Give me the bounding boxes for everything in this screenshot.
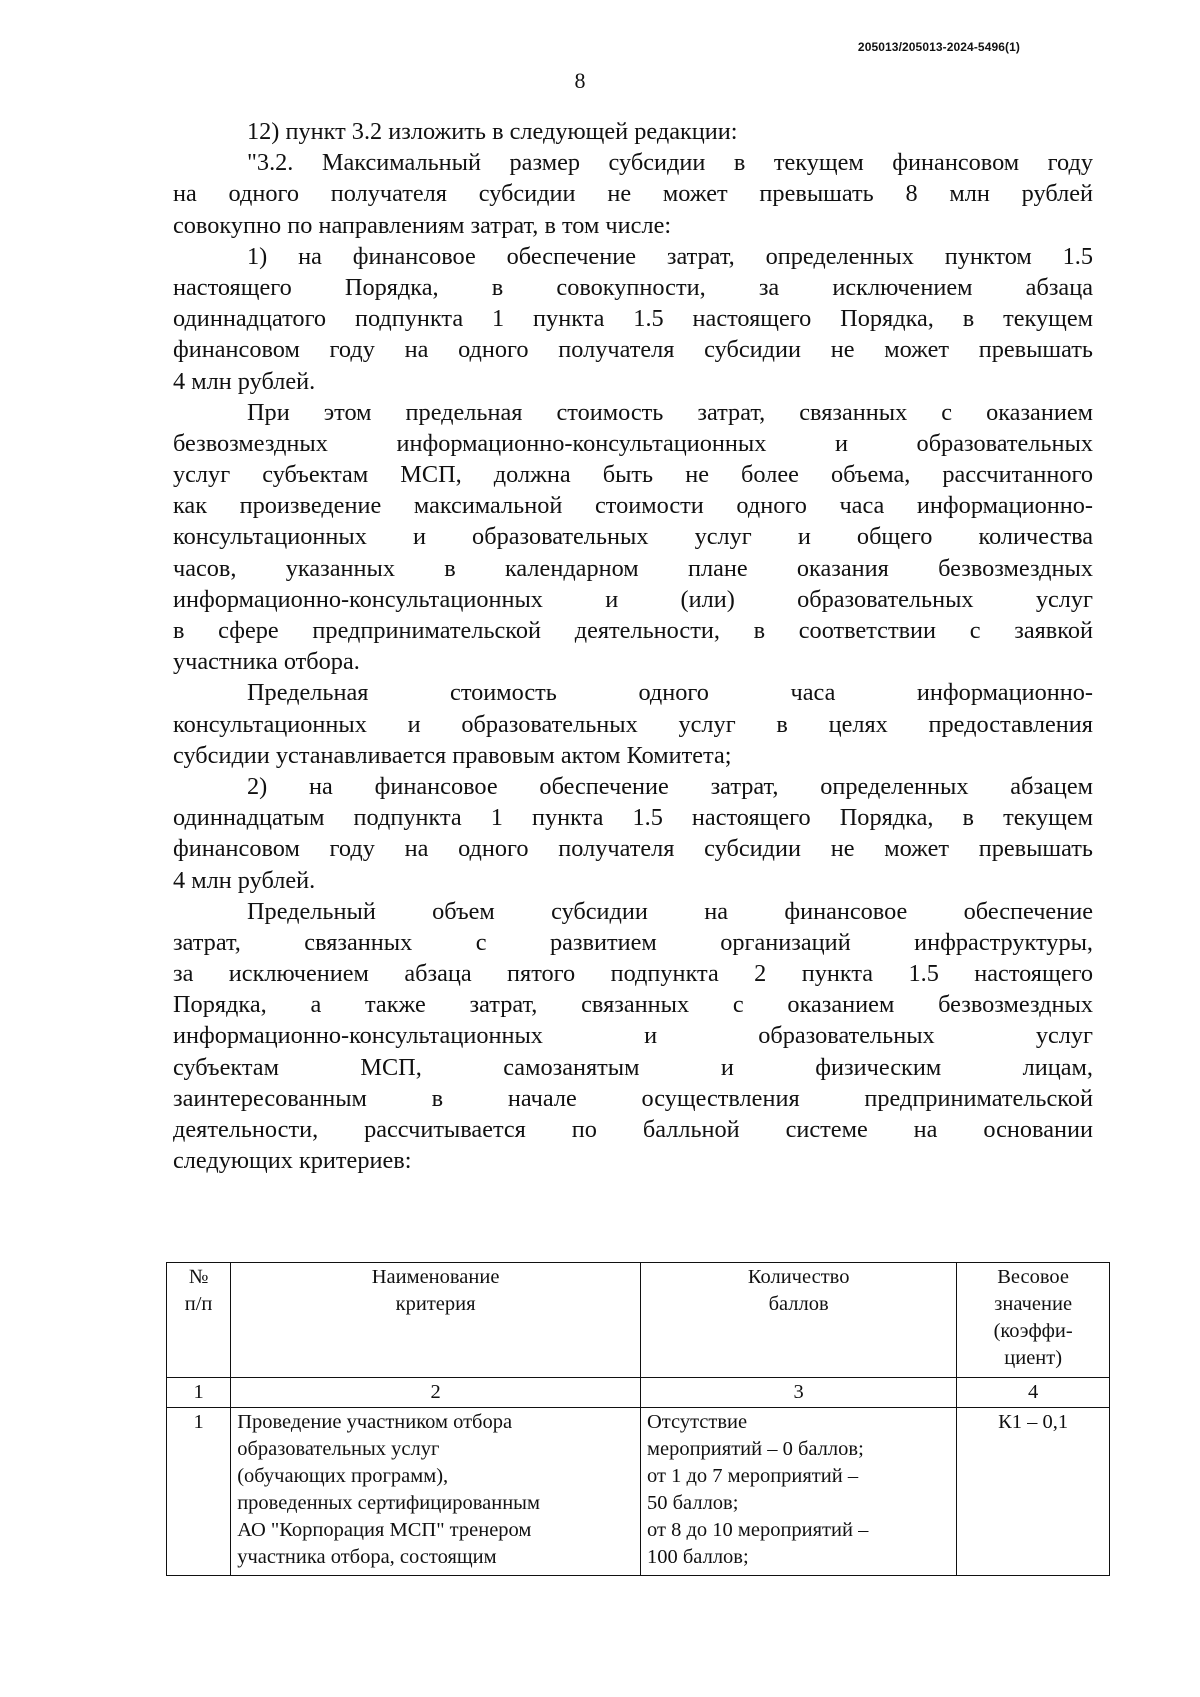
text-line: на одного получателя субсидии не может превышать 8 млн рублей [173, 180, 1093, 208]
cell-text-line: мероприятий – 0 баллов; [647, 1438, 864, 1460]
text-line: При этом предельная стоимость затрат, связанных с оказанием [247, 398, 1093, 426]
cell-text-line: проведенных сертифицированным [237, 1492, 540, 1514]
text-line: как произведение максимальной стоимости одного часа информационно- [173, 492, 1093, 520]
criterion-points-cell [641, 1408, 957, 1576]
cell-text-line: образовательных услуг [237, 1438, 440, 1460]
table-row [167, 1408, 1110, 1576]
text-line: финансовом году на одного получателя субсидии не может превышать [173, 336, 1093, 364]
text-line: 4 млн рублей. [173, 866, 316, 894]
cell-text-line: участника отбора, состоящим [237, 1546, 497, 1568]
text-line: финансовом году на одного получателя субсидии не может превышать [173, 835, 1093, 863]
column-index-cell: 2 [231, 1378, 641, 1408]
cell-text-line: от 1 до 7 мероприятий – [647, 1465, 859, 1487]
cell-text-line: баллов [768, 1293, 829, 1315]
header-cell-number [167, 1263, 231, 1378]
cell-text-line: (коэффи- [993, 1320, 1073, 1342]
text-line: одиннадцатого подпункта 1 пункта 1.5 настоящего Порядка, в текущем [173, 305, 1093, 333]
text-line: услуг субъектам МСП, должна быть не более объема, рассчитанного [173, 461, 1093, 489]
cell-text-line: (обучающих программ), [237, 1465, 449, 1487]
text-line: одиннадцатым подпункта 1 пункта 1.5 настоящего Порядка, в текущем [173, 804, 1093, 832]
text-line: затрат, связанных с развитием организаций инфраструктуры, [173, 928, 1093, 956]
text-line: деятельности, рассчитывается по балльной системе на основании [173, 1116, 1093, 1143]
text-line: следующих критериев: [173, 1147, 412, 1175]
cell-text-line: 50 баллов; [647, 1492, 739, 1514]
cell-text-line: циент) [1004, 1347, 1063, 1369]
cell-text-line: АО "Корпорация МСП" тренером [237, 1519, 532, 1541]
cell-text-line: п/п [184, 1293, 213, 1315]
text-line: участника отбора. [173, 648, 360, 676]
cell-text-line: Весовое [997, 1266, 1070, 1288]
text-line: Порядка, а также затрат, связанных с оказанием безвозмездных [173, 991, 1093, 1019]
page-number: 8 [574, 68, 586, 93]
text-line: 1) на финансовое обеспечение затрат, определенных пунктом 1.5 [247, 242, 1093, 270]
cell-text-line: № [188, 1266, 209, 1288]
criteria-table [166, 1262, 1110, 1576]
header-cell-criterion-name [231, 1263, 641, 1378]
criterion-weight-cell: К1 – 0,1 [957, 1408, 1110, 1576]
header-cell-points [641, 1263, 957, 1378]
column-index-cell: 1 [167, 1378, 231, 1408]
text-line: "3.2. Максимальный размер субсидии в текущем финансовом году [247, 149, 1093, 177]
text-line: безвозмездных информационно-консультационных и образовательных [173, 429, 1093, 457]
text-line: настоящего Порядка, в совокупности, за исключением абзаца [173, 273, 1093, 301]
text-line: консультационных и образовательных услуг и общего количества [173, 523, 1093, 551]
cell-text-line: значение [994, 1293, 1073, 1315]
text-line: 2) на финансовое обеспечение затрат, определенных абзацем [247, 772, 1093, 800]
table-header-row [167, 1263, 1110, 1378]
document-body-text [173, 116, 1093, 1176]
text-line: субъектам МСП, самозанятым и физическим лицам, [173, 1053, 1093, 1081]
text-line: заинтересованным в начале осуществления предпринимательской [173, 1084, 1093, 1112]
text-line: за исключением абзаца пятого подпункта 2 пункта 1.5 настоящего [173, 960, 1093, 988]
text-line: 12) пункт 3.2 изложить в следующей редакции: [247, 118, 738, 145]
column-index-cell: 4 [957, 1378, 1110, 1408]
text-line: 4 млн рублей. [173, 367, 316, 395]
text-line: Предельный объем субсидии на финансовое обеспечение [247, 897, 1093, 925]
header-cell-weight [957, 1263, 1110, 1378]
cell-text-line: Проведение участником отбора [237, 1411, 513, 1433]
text-line: консультационных и образовательных услуг в целях предоставления [173, 710, 1093, 738]
text-line: Предельная стоимость одного часа информационно- [247, 679, 1093, 707]
table-column-index-row [167, 1378, 1110, 1408]
cell-text-line: Наименование [371, 1266, 500, 1288]
cell-text-line: 100 баллов; [647, 1546, 749, 1568]
cell-text-line: Отсутствие [647, 1411, 748, 1433]
text-line: информационно-консультационных и образовательных услуг [173, 1022, 1093, 1050]
text-line: часов, указанных в календарном плане оказания безвозмездных [173, 554, 1093, 582]
cell-text-line: от 8 до 10 мероприятий – [647, 1519, 869, 1541]
criterion-name-cell [231, 1408, 641, 1576]
cell-text-line: Количество [747, 1266, 850, 1288]
text-line: субсидии устанавливается правовым актом Комитета; [173, 741, 732, 769]
text-line: в сфере предпринимательской деятельности, в соответствии с заявкой [173, 617, 1093, 644]
cell-text-line: критерия [395, 1293, 476, 1315]
document-registration-number: 205013/205013-2024-5496(1) [857, 40, 1020, 54]
column-index-cell: 3 [641, 1378, 957, 1408]
text-line: информационно-консультационных и (или) образовательных услуг [173, 585, 1093, 613]
text-line: совокупно по направлениям затрат, в том числе: [173, 211, 672, 239]
row-number-cell: 1 [167, 1408, 231, 1576]
